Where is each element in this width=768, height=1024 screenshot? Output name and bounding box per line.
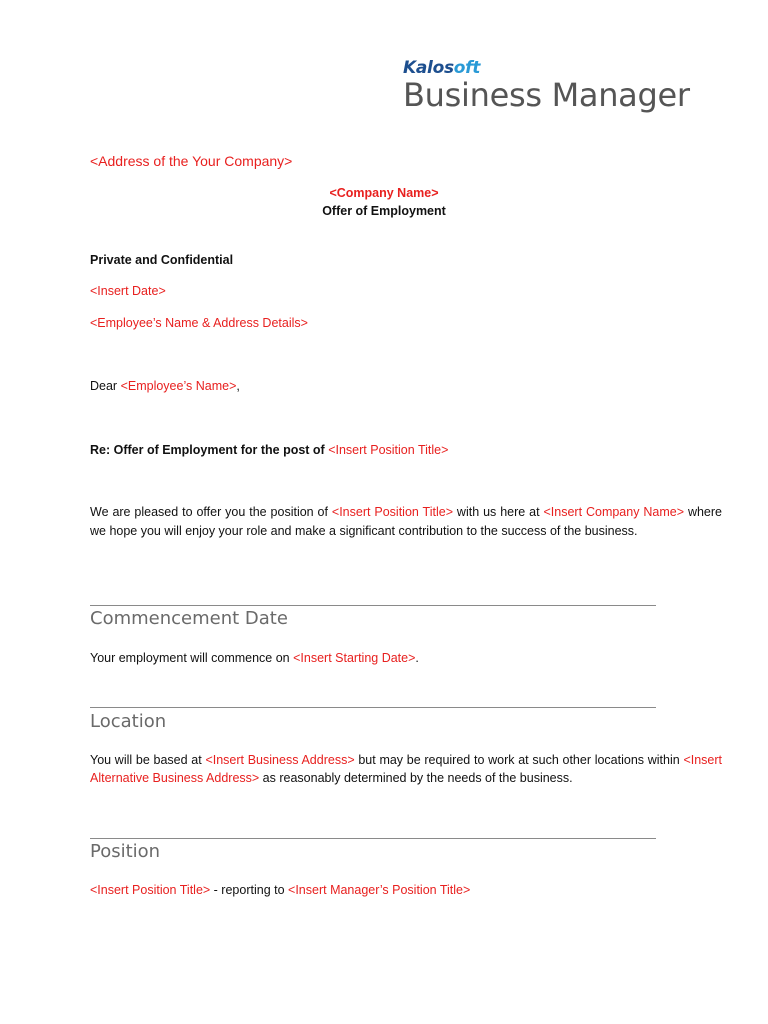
salutation-dear: Dear [90, 379, 121, 393]
position-text [90, 881, 722, 899]
location-heading: Location [90, 711, 167, 732]
salutation-name: <Employee’s Name> [120, 379, 237, 393]
location-text: but may be required to work at such other locations within [354, 753, 684, 767]
location-address: <Insert Business Address> [205, 753, 355, 767]
intro-paragraph [90, 503, 722, 541]
re-prefix: Re: Offer of Employment for the post of [90, 443, 329, 457]
re-line [90, 441, 722, 459]
logo-globe-icon: o [453, 58, 466, 78]
position-manager: <Insert Manager’s Position Title> [288, 883, 471, 897]
logo-brand-text: ft [465, 58, 481, 78]
employee-details: <Employee’s Name & Address Details> [90, 316, 308, 330]
intro-text: We are pleased to offer you the position of [90, 505, 332, 519]
insert-date: <Insert Date> [90, 284, 166, 298]
intro-company: <Insert Company Name> [543, 505, 685, 519]
company-logo [403, 58, 733, 114]
salutation-comma: , [236, 379, 240, 393]
location-text: as reasonably determined by the needs of the business. [259, 771, 573, 785]
location-text: You will be based at [90, 753, 206, 767]
company-address: <Address of the Your Company> [90, 153, 293, 169]
position-heading: Position [90, 841, 161, 862]
private-confidential: Private and Confidential [90, 253, 234, 267]
logo-brand-text: Kalo [403, 58, 444, 78]
company-name: <Company Name> [329, 186, 439, 200]
logo-brand-text: s [443, 58, 454, 78]
section-divider [90, 838, 656, 839]
salutation [90, 377, 722, 395]
commencement-date: <Insert Starting Date> [293, 651, 416, 665]
commencement-text-part: Your employment will commence on [90, 651, 294, 665]
re-position: <Insert Position Title> [328, 443, 449, 457]
intro-text: where we hope you will enjoy your role and make a significant contribution to the success of the business. [90, 505, 722, 538]
commencement-text-part: . [415, 651, 419, 665]
commencement-heading: Commencement Date [90, 608, 288, 629]
section-divider [90, 605, 656, 606]
commencement-text [90, 649, 722, 667]
logo-brand [403, 58, 733, 78]
intro-position: <Insert Position Title> [331, 505, 454, 519]
location-paragraph [90, 751, 722, 787]
location-alt-address: <Insert Alternative Business Address> [90, 753, 722, 785]
position-title: <Insert Position Title> [90, 883, 211, 897]
position-text-part: - reporting to [210, 883, 289, 897]
document-title: Offer of Employment [322, 204, 446, 218]
section-divider [90, 707, 656, 708]
logo-product-name: Business Manager [403, 76, 690, 114]
intro-text: with us here at [453, 505, 544, 519]
